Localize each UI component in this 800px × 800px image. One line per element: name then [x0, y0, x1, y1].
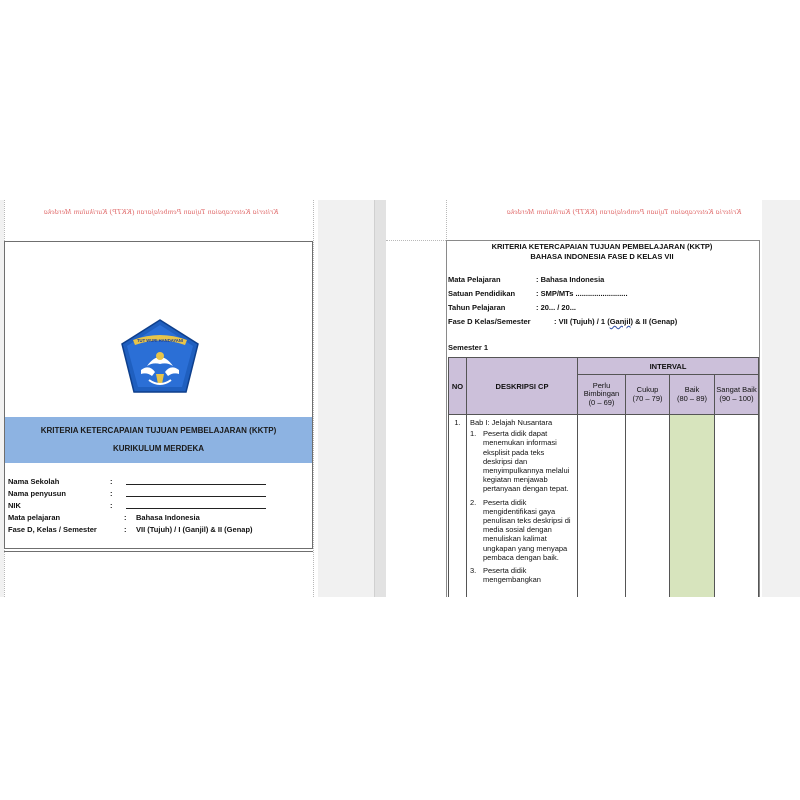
title-band — [5, 417, 312, 463]
cover-frame-bottom — [4, 551, 313, 554]
header-watermark: Kriteria Ketercapaian Tujuan Pembelajaran (KKTP) Kurikulum Merdeka — [506, 207, 742, 216]
doc-title: KRITERIA KETERCAPAIAN TUJUAN PEMBELAJARAN (KKTP) — [491, 242, 713, 251]
cell-baik[interactable] — [670, 415, 715, 598]
field-nama-sekolah[interactable]: Nama Sekolah : — [8, 477, 108, 486]
list-item: 2. Peserta didik mengidentifikasi gaya penulisan teks deskripsi di media sosial dengan menuliskan kalimat ungkapan yang menyapa pembaca dengan baik. — [470, 497, 571, 562]
margin-guide — [313, 200, 314, 597]
row-no: 1. — [449, 415, 467, 598]
cell-cukup[interactable] — [626, 415, 670, 598]
info-mata-pelajaran: Mata Pelajaran : Bahasa Indonesia — [448, 275, 605, 284]
blank-line — [126, 496, 266, 497]
field-nik[interactable]: NIK : — [8, 501, 108, 510]
info-fase-kelas-semester: Fase D Kelas/Semester : VII (Tujuh) / 1 (Ganjil) & II (Genap) — [448, 317, 678, 326]
field-mata-pelajaran[interactable]: Mata pelajaran : Bahasa Indonesia — [8, 513, 200, 522]
blank-line — [126, 508, 266, 509]
info-satuan-pendidikan: Satuan Pendidikan : SMP/MTs ......................... — [448, 289, 628, 298]
blank-line — [126, 484, 266, 485]
tut-wuri-handayani-logo — [119, 318, 201, 398]
cell-perlu-bimbingan[interactable] — [578, 415, 626, 598]
row-heading: Bab I: Jelajah Nusantara — [470, 418, 553, 427]
list-item: 3. Peserta didik mengembangkan — [470, 566, 541, 585]
svg-text:TUT WURI HANDAYANI: TUT WURI HANDAYANI — [137, 338, 183, 343]
row-deskripsi — [467, 415, 578, 598]
logo-text — [137, 338, 183, 343]
doc-subtitle: BAHASA INDONESIA FASE D KELAS VII — [530, 252, 674, 261]
info-tahun-pelajaran: Tahun Pelajaran : 20... / 20... — [448, 303, 577, 312]
header-watermark: Kriteria Ketercapaian Tujuan Pembelajaran (KKTP) Kurikulum Merdeka — [43, 207, 279, 216]
interval-sangat-baik: Sangat Baik (90 – 100) — [715, 375, 759, 415]
header-deskripsi-cp: DESKRIPSI CP — [467, 358, 578, 415]
header-no: NO — [449, 358, 467, 415]
interval-perlu-bimbingan: Perlu Bimbingan (0 – 69) — [578, 375, 626, 415]
interval-cukup: Cukup (70 – 79) — [626, 375, 670, 415]
header-interval: INTERVAL — [578, 358, 759, 375]
cell-sangat-baik[interactable] — [715, 415, 759, 598]
cover-page — [4, 200, 318, 597]
kktp-table — [448, 357, 759, 597]
list-item: 1. Peserta didik dapat menemukan informasi eksplisit pada teks deskripsi dan menyimpulkannya melalui kegiatan menjawab pertanyaan dengan tepat. — [470, 429, 570, 494]
spellcheck-word: Ganjil — [609, 317, 631, 326]
content-page — [386, 200, 762, 597]
field-nama-penyusun[interactable]: Nama penyusun : — [8, 489, 108, 498]
field-fase-kelas-semester[interactable]: Fase D, Kelas / Semester : VII (Tujuh) / I (Ganjil) & II (Genap) — [8, 525, 253, 534]
cover-subtitle: KURIKULUM MERDEKA — [112, 444, 205, 453]
margin-guide — [386, 240, 446, 241]
interval-baik: Baik (80 – 89) — [670, 375, 715, 415]
semester-label: Semester 1 — [448, 343, 489, 352]
cover-title: KRITERIA KETERCAPAIAN TUJUAN PEMBELAJARAN (KKTP) — [40, 426, 277, 435]
